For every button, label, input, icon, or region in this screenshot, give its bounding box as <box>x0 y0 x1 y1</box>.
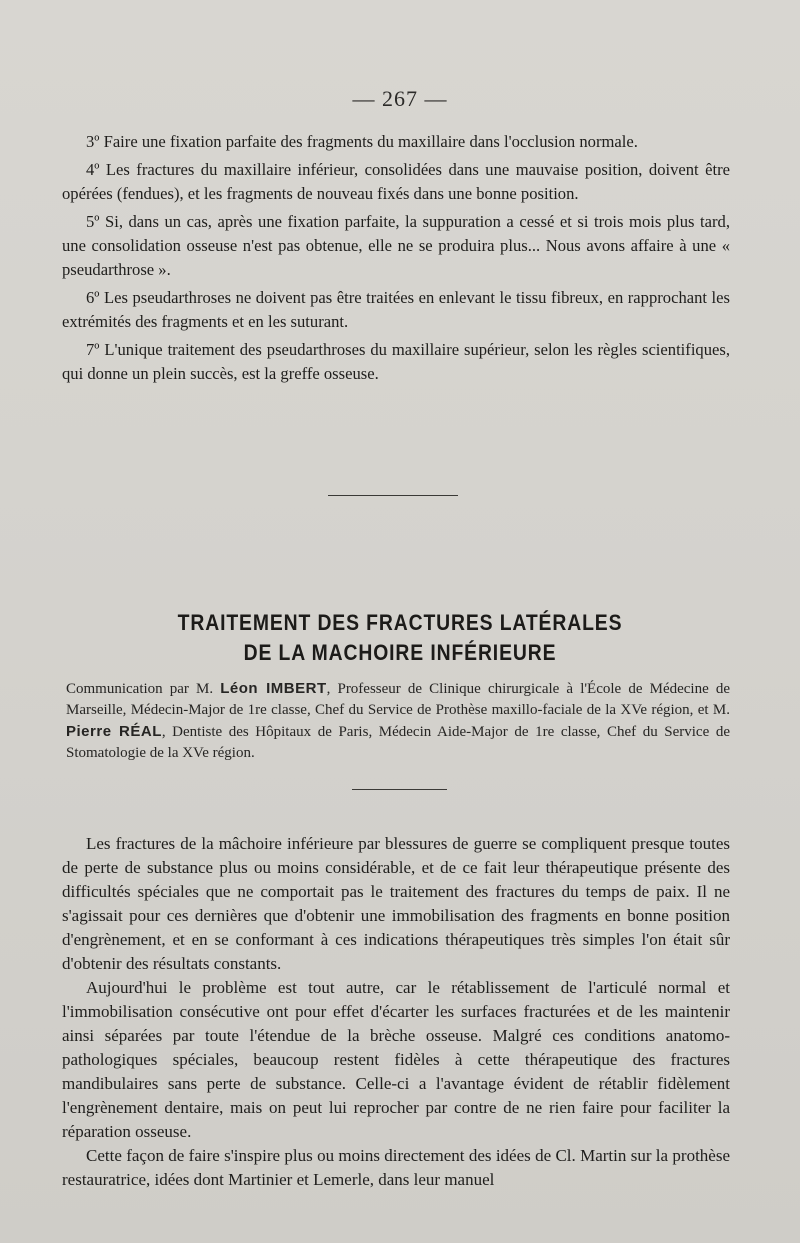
section-divider <box>352 789 447 790</box>
attribution-text-3: , Dentiste des Hôpitaux de Paris, Médecin Aide-Major de 1re classe, Chef du Service de Stomatologie de la XVe région. <box>66 724 730 761</box>
author-name-imbert: Léon IMBERT <box>220 680 327 697</box>
attribution-text-2: de Médecine de Marseille, Médecin-Major de 1re classe, Chef du Service de Prothèse maxillo-faciale de la XVe région, et M. <box>66 681 731 718</box>
numbered-list <box>62 130 730 390</box>
list-item: 7º L'unique traitement des pseudarthroses du maxillaire supérieur, selon les règles scientifiques, qui donne un plein succès, est la greffe osseuse. <box>62 340 730 383</box>
body-paragraph: Aujourd'hui le problème est tout autre, car le rétablissement de l'articulé normal et l'immobilisation consécutive ont pour effet d'écarter les surfaces fracturées et de les maintenir ainsi séparées par toute l'étendue de la brèche osseuse. Malgré ces conditions anatomo-pathologiques spéciales, beaucoup restent fidèles à cette thérapeutique des fractures mandibulaires sans perte de substance. Celle-ci a l'avantage évident de rétablir fidèlement l'engrènement dentaire, mais on peut lui reprocher par contre de ne rien faire pour faciliter la réparation osseuse. <box>62 978 730 1141</box>
list-item: 4º Les fractures du maxillaire inférieur, consolidées dans une mauvaise position, doivent être opérées (fendues), et les fragments de nouveau fixés dans une bonne position. <box>62 160 730 203</box>
article-title-line-2: DE LA MACHOIRE INFÉRIEURE <box>243 640 557 665</box>
page-number: — 267 — <box>352 86 448 111</box>
body-paragraph: Les fractures de la mâchoire inférieure par blessures de guerre se compliquent presque toutes de perte de substance plus ou moins considérable, et de ce fait leur thérapeutique présente des difficultés spéciales que ne comportait pas le traitement des fractures du temps de paix. Il ne s'agissait pour ces dernières que d'obtenir une immobilisation des fragments en bonne position d'engrènement, et en se conformant à ces indications thérapeutiques très simples l'on était sûr d'obtenir des résultats constants. <box>62 834 730 973</box>
article-title-line-1: TRAITEMENT DES FRACTURES LATÉRALES <box>177 610 623 635</box>
author-attribution <box>66 678 730 764</box>
list-item: 3º Faire une fixation parfaite des fragments du maxillaire dans l'occlusion normale. <box>86 132 638 151</box>
attribution-text-1: , Professeur de Clinique chirurgicale à l'École <box>326 681 622 697</box>
section-divider <box>328 495 458 496</box>
attribution-prefix: Communication par M. <box>66 681 221 697</box>
list-item: 5º Si, dans un cas, après une fixation parfaite, la suppuration a cessé et si trois mois plus tard, une consolidation osseuse n'est pas obtenue, elle ne se produira plus... Nous avons affaire à une « pseudarthrose ». <box>62 212 730 279</box>
author-name-real: Pierre RÉAL <box>66 723 162 740</box>
list-item: 6º Les pseudarthroses ne doivent pas être traitées en enlevant le tissu fibreux, en rapprochant les extrémités des fragments et en les suturant. <box>62 288 730 331</box>
body-paragraph: Cette façon de faire s'inspire plus ou moins directement des idées de Cl. Martin sur la prothèse restauratrice, idées dont Martinier et Lemerle, dans leur manuel <box>62 1146 730 1189</box>
article-body <box>62 832 730 1192</box>
